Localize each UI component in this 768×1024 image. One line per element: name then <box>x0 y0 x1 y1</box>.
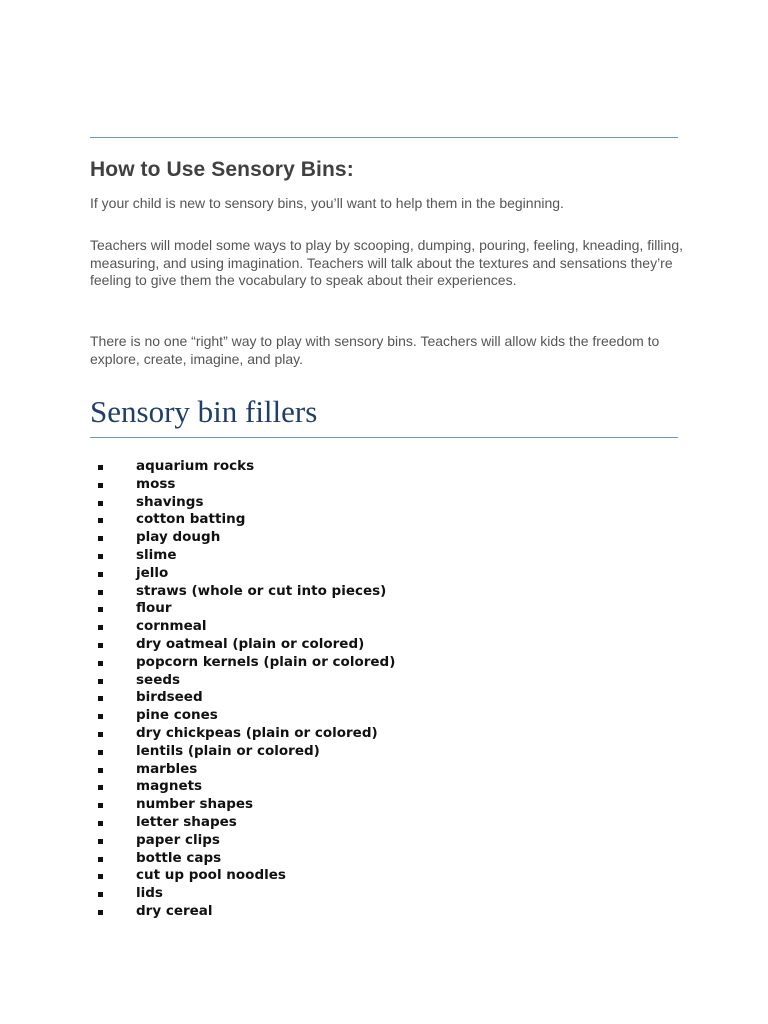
square-bullet-icon <box>98 536 103 541</box>
list-item-text: shavings <box>136 493 204 510</box>
list-item-text: play dough <box>136 529 221 546</box>
list-item-text: dry oatmeal (plain or colored) <box>136 635 365 652</box>
square-bullet-icon <box>98 483 103 488</box>
square-bullet-icon <box>98 768 103 773</box>
list-item-text: cut up pool noodles <box>136 867 286 884</box>
square-bullet-icon <box>98 857 103 862</box>
section-title: Sensory bin fillers <box>90 394 318 429</box>
list-item-text: dry cereal <box>136 902 213 919</box>
square-bullet-icon <box>98 821 103 826</box>
section-divider <box>90 437 678 438</box>
list-item-text: lids <box>136 885 163 902</box>
square-bullet-icon <box>98 785 103 790</box>
list-item-text: pine cones <box>136 707 218 724</box>
square-bullet-icon <box>98 732 103 737</box>
list-item-text: jello <box>136 564 169 581</box>
top-divider <box>90 137 678 138</box>
square-bullet-icon <box>98 803 103 808</box>
square-bullet-icon <box>98 661 103 666</box>
list-item-text: paper clips <box>136 831 220 848</box>
list-item-text: bottle caps <box>136 849 222 866</box>
list-item-text: marbles <box>136 760 198 777</box>
square-bullet-icon <box>98 696 103 701</box>
list-item-text: cornmeal <box>136 618 207 635</box>
list-item-text: magnets <box>136 778 203 795</box>
list-item-text: lentils (plain or colored) <box>136 742 320 759</box>
list-item-text: seeds <box>136 671 181 688</box>
square-bullet-icon <box>98 465 103 470</box>
list-item-text: dry chickpeas (plain or colored) <box>136 724 378 741</box>
square-bullet-icon <box>98 679 103 684</box>
square-bullet-icon <box>98 572 103 577</box>
list-item-text: moss <box>136 475 176 492</box>
list-item-text: popcorn kernels (plain or colored) <box>136 653 396 670</box>
square-bullet-icon <box>98 607 103 612</box>
square-bullet-icon <box>98 910 103 915</box>
list-item-text: aquarium rocks <box>136 458 255 474</box>
square-bullet-icon <box>98 892 103 897</box>
square-bullet-icon <box>98 501 103 506</box>
teachers-paragraph: Teachers will model some ways to play by scooping, dumping, pouring, feeling, kneading, filling, measuring, and using imagination. Teachers will talk about the textures and sensations they’re feeling to give them the vocabulary to speak about their experiences. <box>90 237 683 288</box>
list-item-text: letter shapes <box>136 813 237 830</box>
square-bullet-icon <box>98 750 103 755</box>
square-bullet-icon <box>98 874 103 879</box>
page-heading: How to Use Sensory Bins: <box>90 158 354 181</box>
freedom-paragraph: There is no one “right” way to play with sensory bins. Teachers will allow kids the freedom to explore, create, imagine, and play. <box>90 333 660 367</box>
square-bullet-icon <box>98 643 103 648</box>
list-item-text: cotton batting <box>136 511 246 528</box>
square-bullet-icon <box>98 714 103 719</box>
square-bullet-icon <box>98 554 103 559</box>
list-item-text: number shapes <box>136 796 254 813</box>
square-bullet-icon <box>98 625 103 630</box>
list-item-text: straws (whole or cut into pieces) <box>136 582 387 599</box>
square-bullet-icon <box>98 518 103 523</box>
list-item-text: flour <box>136 600 172 617</box>
list-item-text: birdseed <box>136 689 203 706</box>
list-item-text: slime <box>136 546 177 563</box>
intro-paragraph: If your child is new to sensory bins, you’ll want to help them in the beginning. <box>90 195 564 211</box>
square-bullet-icon <box>98 590 103 595</box>
square-bullet-icon <box>98 839 103 844</box>
